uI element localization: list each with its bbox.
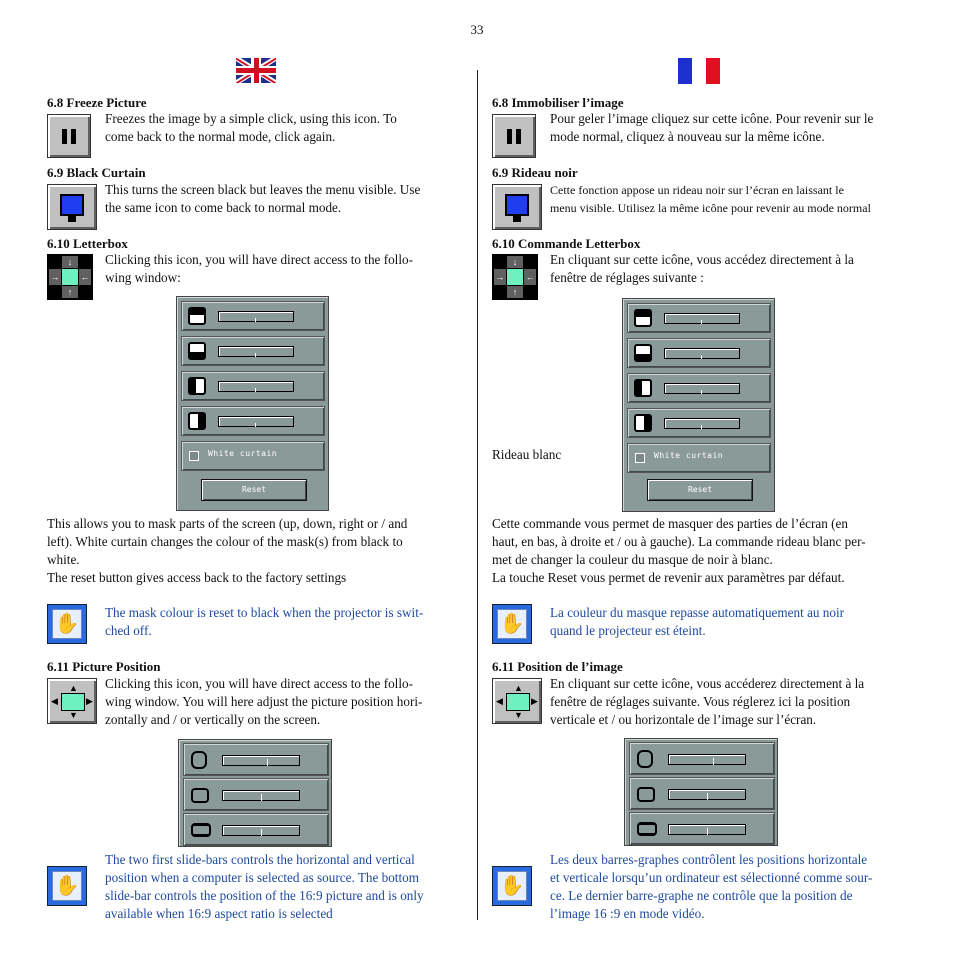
note-mask-colour: The mask colour is reset to black when the projector is swit- ched off. <box>105 605 424 638</box>
mask-bottom-row <box>181 336 325 366</box>
mask-top-slider[interactable] <box>218 311 294 322</box>
vertical-position-row <box>183 778 329 811</box>
mask-right-slider[interactable] <box>664 418 740 429</box>
letterbox-icon: ↓ ↑ → ← <box>492 254 538 300</box>
white-curtain-row <box>627 443 771 473</box>
section-title-curtain: 6.9 Black Curtain <box>47 165 146 180</box>
france-flag-icon <box>678 58 720 84</box>
vertical-position-slider[interactable] <box>668 789 746 800</box>
section-title-position: 6.11 Picture Position <box>47 659 161 674</box>
widescreen-position-slider[interactable] <box>222 825 300 836</box>
horizontal-position-row <box>183 743 329 776</box>
mask-right-row <box>627 408 771 438</box>
mask-bottom-slider[interactable] <box>664 348 740 359</box>
letterbox-text: Clicking this icon, you will have direct access to the follo- wing window: <box>105 252 414 285</box>
vertical-position-slider[interactable] <box>222 790 300 801</box>
freeze-text: Freezes the image by a simple click, using this icon. To come back to the normal mode, click again. <box>105 111 397 144</box>
section-title-freeze: 6.8 Freeze Picture <box>47 95 147 110</box>
hand-note-icon: ✋ <box>47 604 87 644</box>
pause-icon <box>492 114 536 158</box>
mask-right-row <box>181 406 325 436</box>
mask-top-icon <box>188 307 206 325</box>
immobiliser-text: Pour geler l’image cliquez sur cette icône. Pour revenir sur le mode normal, cliquez à nouveau sur la même icône. <box>550 111 874 144</box>
page-number: 33 <box>470 22 484 37</box>
mask-top-slider[interactable] <box>664 313 740 324</box>
hand-note-icon: ✋ <box>492 866 532 906</box>
horizontal-position-icon <box>637 750 653 768</box>
widescreen-position-row <box>629 812 775 845</box>
curtain-text: This turns the screen black but leaves the menu visible. Use the same icon to come back to normal mode. <box>105 182 421 215</box>
letterbox-dialog <box>176 296 329 511</box>
widescreen-position-icon <box>637 822 657 836</box>
column-divider <box>477 70 478 920</box>
picture-position-icon: ▲ ▼ ◀ ▶ <box>492 678 542 724</box>
section-title-immobiliser: 6.8 Immobiliser l’image <box>492 95 624 110</box>
widescreen-position-row <box>183 813 329 846</box>
note-couleur-masque: La couleur du masque repasse automatiquement au noir quand le projecteur est éteint. <box>550 605 845 638</box>
letterbox-dialog <box>622 298 775 512</box>
position-text: Clicking this icon, you will have direct access to the follo- wing window. You will here adjust the picture position hori- zontally and / or vertically on the screen. <box>105 676 423 727</box>
hand-note-icon: ✋ <box>492 604 532 644</box>
letterbox-icon: ↓ ↑ → ← <box>47 254 93 300</box>
white-curtain-label: White curtain <box>654 451 724 460</box>
hand-note-icon: ✋ <box>47 866 87 906</box>
mask-right-icon <box>634 414 652 432</box>
white-curtain-checkbox[interactable] <box>635 453 645 463</box>
widescreen-position-slider[interactable] <box>668 824 746 835</box>
mask-bottom-slider[interactable] <box>218 346 294 357</box>
black-curtain-icon <box>47 184 97 230</box>
reset-button[interactable]: Reset <box>647 479 753 501</box>
vertical-position-row <box>629 777 775 810</box>
horizontal-position-slider[interactable] <box>668 754 746 765</box>
pause-icon <box>47 114 91 158</box>
mask-left-icon <box>188 377 206 395</box>
horizontal-position-slider[interactable] <box>222 755 300 766</box>
mask-left-row <box>181 371 325 401</box>
section-title-commande-letterbox: 6.10 Commande Letterbox <box>492 236 641 251</box>
mask-right-slider[interactable] <box>218 416 294 427</box>
mask-left-slider[interactable] <box>664 383 740 394</box>
mask-top-row <box>627 303 771 333</box>
position-dialog <box>178 739 332 847</box>
mask-left-slider[interactable] <box>218 381 294 392</box>
uk-flag-icon <box>236 58 276 83</box>
section-title-letterbox: 6.10 Letterbox <box>47 236 128 251</box>
white-curtain-row <box>181 441 325 471</box>
note-slide-bars: The two first slide-bars controls the horizontal and vertical position when a computer is selected as source. The bottom slide-bar controls the position of the 16:9 picture and is only available when 16:9 aspect ratio is selected <box>105 852 424 921</box>
black-curtain-icon <box>492 184 542 230</box>
horizontal-position-icon <box>191 751 207 769</box>
letterbox-description: This allows you to mask parts of the screen (up, down, right or / and left). White curtain changes the colour of the mask(s) from black to white. The reset button gives access back to the factory settings <box>47 516 408 585</box>
vertical-position-icon <box>637 787 655 802</box>
picture-position-icon: ▲ ▼ ◀ ▶ <box>47 678 97 724</box>
commande-letterbox-text: En cliquant sur cette icône, vous accédez directement à la fenêtre de réglages suivante : <box>550 252 854 285</box>
white-curtain-checkbox[interactable] <box>189 451 199 461</box>
note-barres-graphes: Les deux barres-graphes contrôlent les positions horizontale et verticale lorsqu’un ordinateur est sélectionné comme sour- ce. Le dernier barre-graphe ne contrôle que la position de l’image 16 :9 en mode vidéo. <box>550 852 873 921</box>
reset-button[interactable]: Reset <box>201 479 307 501</box>
section-title-rideau: 6.9 Rideau noir <box>492 165 578 180</box>
mask-top-row <box>181 301 325 331</box>
position-dialog <box>624 738 778 846</box>
horizontal-position-row <box>629 742 775 775</box>
mask-top-icon <box>634 309 652 327</box>
rideau-blanc-label: Rideau blanc <box>492 447 562 462</box>
mask-left-row <box>627 373 771 403</box>
vertical-position-icon <box>191 788 209 803</box>
position-image-text: En cliquant sur cette icône, vous accéderez directement à la fenêtre de réglages suivante. Vous réglerez ici la position verticale et / ou horizontale de l’image sur l’écran. <box>550 676 865 727</box>
section-title-position-image: 6.11 Position de l’image <box>492 659 623 674</box>
white-curtain-label: White curtain <box>208 449 278 458</box>
rideau-text: Cette fonction appose un rideau noir sur l’écran en laissant le menu visible. Utilisez la même icône pour revenir au mode normal <box>550 183 871 215</box>
widescreen-position-icon <box>191 823 211 837</box>
mask-left-icon <box>634 379 652 397</box>
mask-bottom-icon <box>634 344 652 362</box>
commande-description: Cette commande vous permet de masquer des parties de l’écran (en haut, en bas, à droite et / ou à gauche). La commande rideau blanc per- met de changer la couleur du masque de noir à blanc. La touche Reset vous permet de revenir aux paramètres par défaut. <box>492 516 866 585</box>
mask-bottom-icon <box>188 342 206 360</box>
mask-right-icon <box>188 412 206 430</box>
mask-bottom-row <box>627 338 771 368</box>
